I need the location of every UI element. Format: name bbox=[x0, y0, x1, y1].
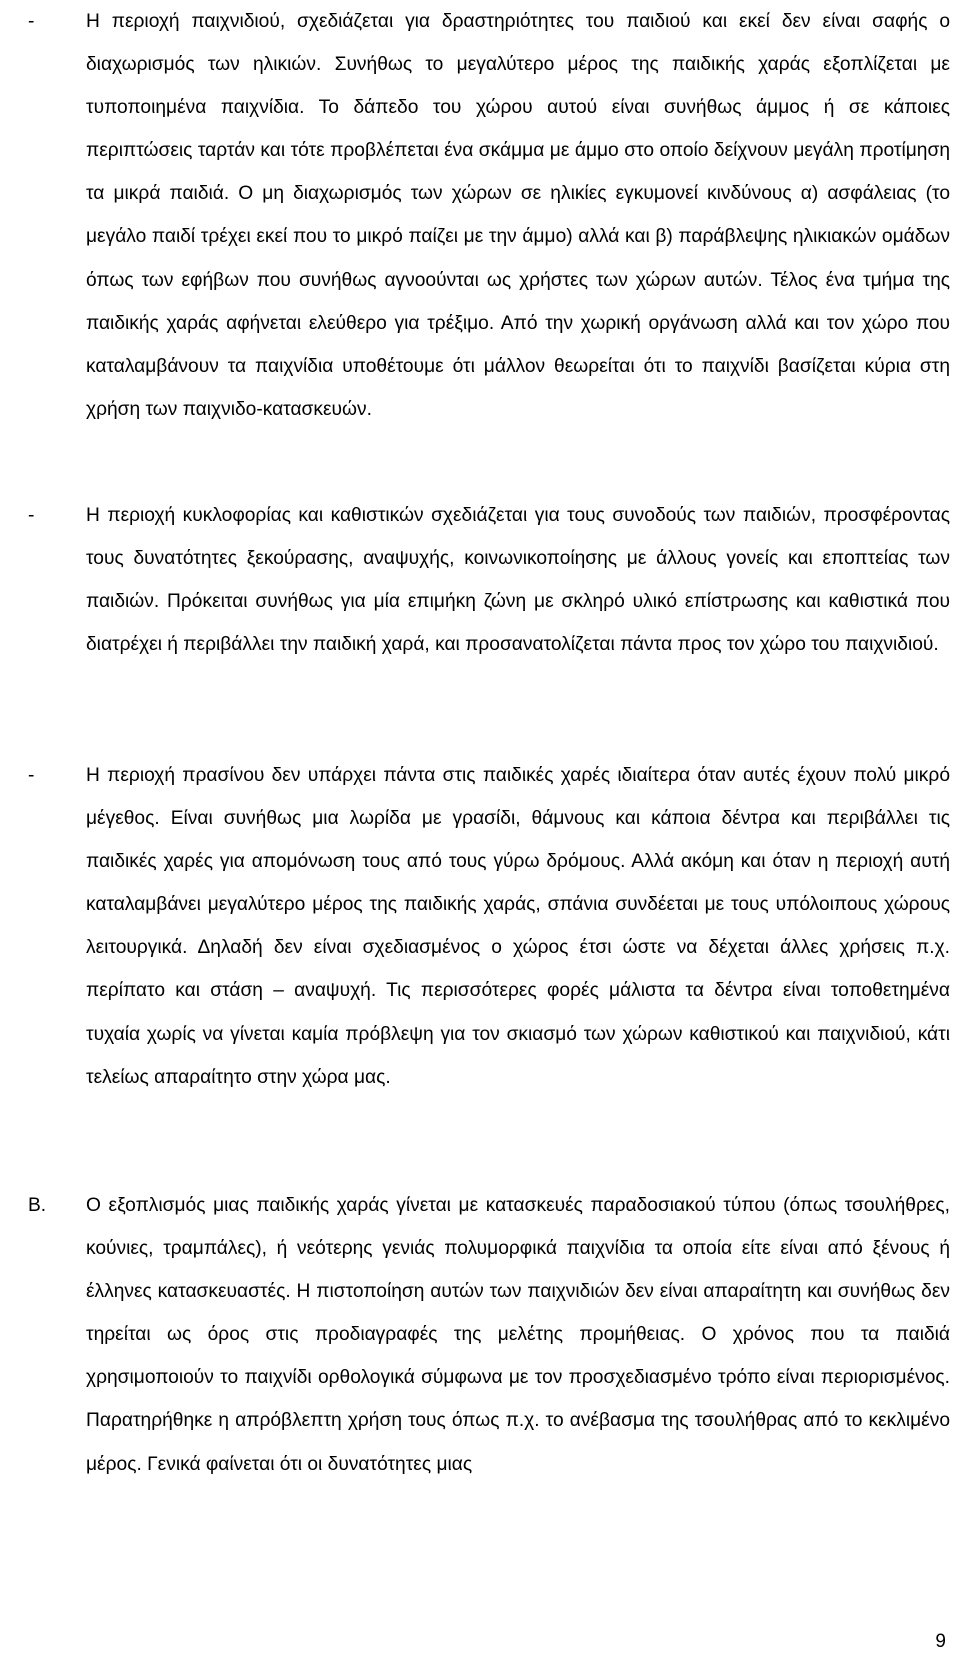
paragraph-equipment bbox=[28, 1184, 950, 1486]
paragraph-circulation-area bbox=[28, 494, 950, 666]
paragraph-play-area bbox=[28, 0, 950, 431]
paragraph-green-area bbox=[28, 754, 950, 1099]
paragraph-text: Η περιοχή κυκλοφορίας και καθιστικών σχεδιάζεται για τους συνοδούς των παιδιών, προσφέροντας τους δυνατότητες ξεκούρασης, αναψυχής, κοινωνικοποίησης με άλλους γονείς και εποπτείας των παιδιών. Πρόκειται συνήθως για μία επιμήκη ζώνη με σκληρό υλικό επίστρωσης και καθιστικά που διατρέχει ή περιβάλλει την παιδική χαρά, και προσανατολίζεται πάντα προς τον χώρο του παιχνιδιού. bbox=[86, 505, 950, 656]
page-number: 9 bbox=[935, 1631, 946, 1652]
list-dash-marker: - bbox=[28, 505, 35, 526]
list-dash-marker: - bbox=[28, 11, 35, 32]
section-letter-marker: Β. bbox=[28, 1195, 47, 1216]
paragraph-text: Η περιοχή παιχνιδιού, σχεδιάζεται για δραστηριότητες του παιδιού και εκεί δεν είναι σαφής ο διαχωρισμός των ηλικιών. Συνήθως το μεγαλύτερο μέρος της παιδικής χαράς εξοπλίζεται με τυποποιημένα παιχνίδια. Το δάπεδο του χώρου αυτού είναι συνήθως άμμος ή σε κάποιες περιπτώσεις ταρτάν και τότε προβλέπεται ένα σκάμμα με άμμο στο οποίο δείχνουν μεγάλη προτίμηση τα μικρά παιδιά. Ο μη διαχωρισμός των χώρων σε ηλικίες εγκυμονεί κινδύνους α) ασφάλειας (το μεγάλο παιδί τρέχει εκεί που το μικρό παίζει με την άμμο) αλλά και β) παράβλεψης ηλικιακών ομάδων όπως των εφήβων που συνήθως αγνοούνται ως χρήστες των χώρων αυτών. Τέλος ένα τμήμα της παιδικής χαράς αφήνεται ελεύθερο για τρέξιμο. Από την χωρική οργάνωση αλλά και τον χώρο που καταλαμβάνουν τα παιχνίδια υποθέτουμε ότι μάλλον θεωρείται ότι το παιχνίδι βασίζεται κύρια στη χρήση των παιχνιδο-κατασκευών. bbox=[86, 11, 950, 420]
list-dash-marker: - bbox=[28, 765, 35, 786]
paragraph-text: Η περιοχή πρασίνου δεν υπάρχει πάντα στις παιδικές χαρές ιδιαίτερα όταν αυτές έχουν πολύ μικρό μέγεθος. Είναι συνήθως μια λωρίδα με γρασίδι, θάμνους και κάποια δέντρα και περιβάλλει τις παιδικές χαρές για απομόνωση τους από τους γύρω δρόμους. Αλλά ακόμη και όταν η περιοχή αυτή καταλαμβάνει μεγαλύτερο μέρος της παιδικής χαράς, σπάνια συνδέεται με τους υπόλοιπους χώρους λειτουργικά. Δηλαδή δεν είναι σχεδιασμένος ο χώρος έτσι ώστε να δέχεται άλλες χρήσεις π.χ. περίπατο και στάση – αναψυχή. Τις περισσότερες φορές μάλιστα τα δέντρα είναι τοποθετημένα τυχαία χωρίς να γίνεται καμία πρόβλεψη για τον σκιασμό των χώρων καθιστικού και παιχνιδιού, κάτι τελείως απαραίτητο στην χώρα μας. bbox=[86, 765, 950, 1088]
paragraph-text: Ο εξοπλισμός μιας παιδικής χαράς γίνεται με κατασκευές παραδοσιακού τύπου (όπως τσουλήθρες, κούνιες, τραμπάλες), ή νεότερης γενιάς πολυμορφικά παιχνίδια τα οποία είτε είναι από ξένους ή έλληνες κατασκευαστές. Η πιστοποίηση αυτών των παιχνιδιών δεν είναι απαραίτητη και συνήθως δεν τηρείται ως όρος στις προδιαγραφές της μελέτης προμήθειας. Ο χρόνος που τα παιδιά χρησιμοποιούν το παιχνίδι ορθολογικά σύμφωνα με τον προσχεδιασμένο τρόπο είναι περιορισμένος. Παρατηρήθηκε η απρόβλεπτη χρήση τους όπως π.χ. το ανέβασμα της τσουλήθρας από το κεκλιμένο μέρος. Γενικά φαίνεται ότι οι δυνατότητες μιας bbox=[86, 1195, 950, 1475]
